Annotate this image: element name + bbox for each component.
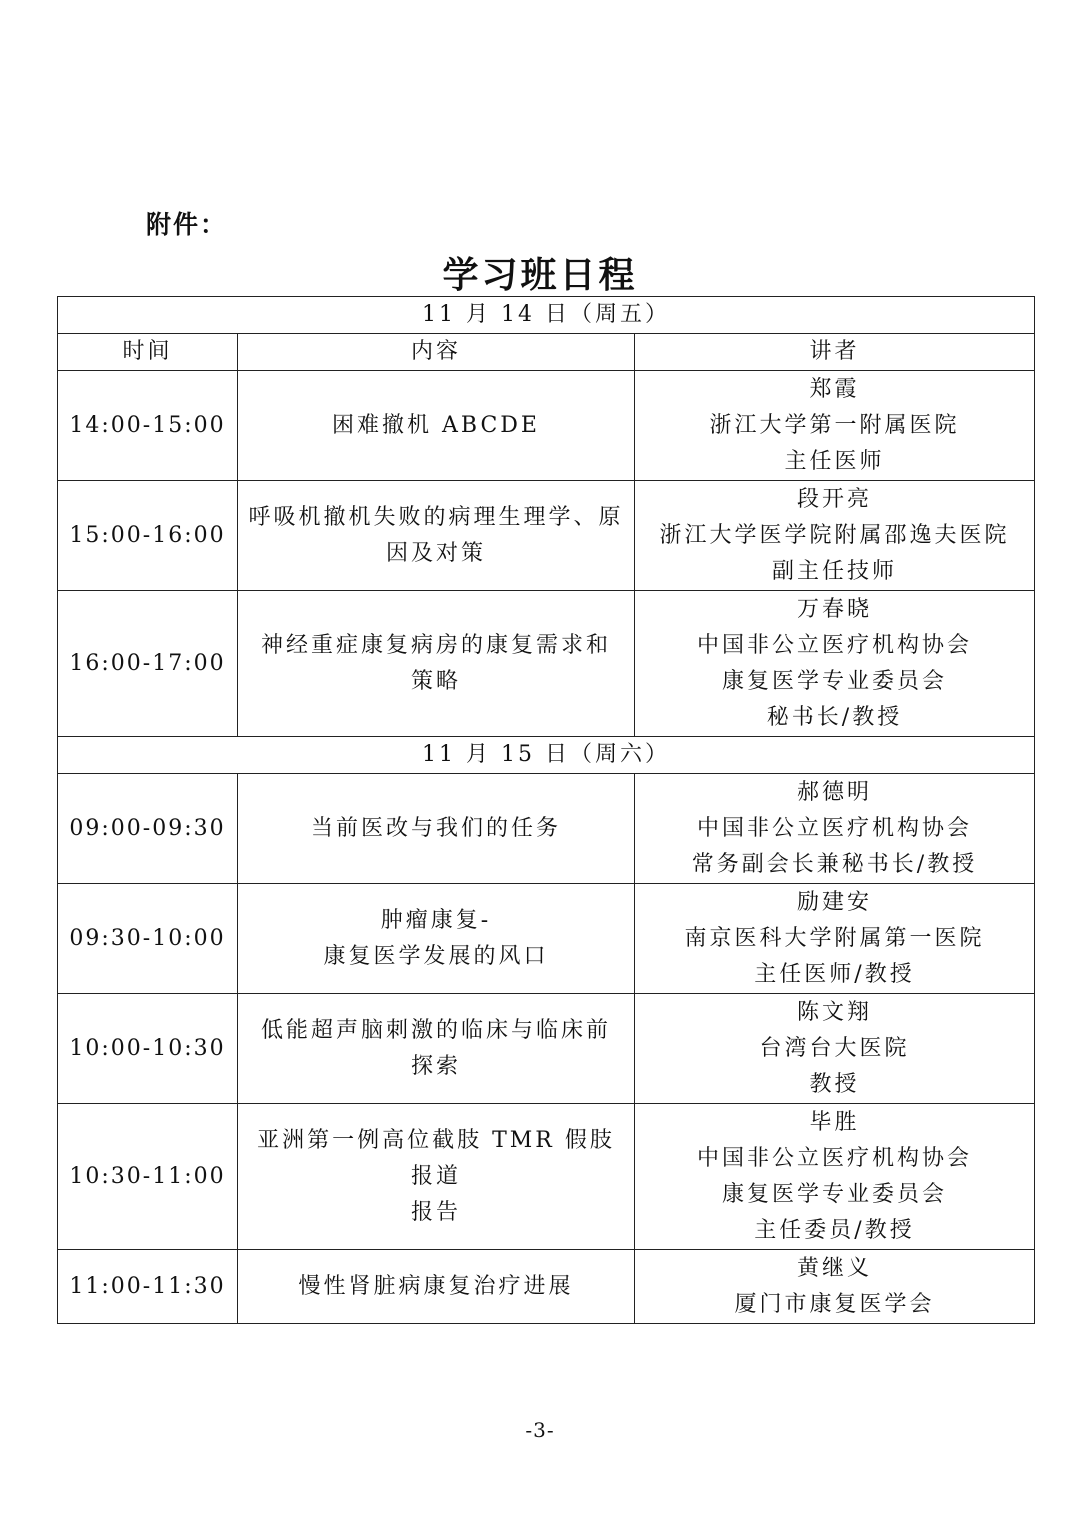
speaker-title: 常务副会长兼秘书长/教授 (691, 851, 978, 877)
session-topic (238, 1104, 635, 1250)
topic-line: 呼吸机撤机失败的病理生理学、原 (248, 504, 624, 530)
topic-line: 困难撤机 ABCDE (332, 412, 540, 438)
session-speaker (635, 481, 1035, 591)
session-time: 10:00-10:30 (58, 994, 238, 1104)
session-time: 16:00-17:00 (58, 591, 238, 737)
session-row (58, 1250, 1035, 1324)
speaker-name: 黄继义 (796, 1255, 872, 1281)
session-row (58, 481, 1035, 591)
topic-line: 探索 (410, 1053, 461, 1079)
session-time: 14:00-15:00 (58, 371, 238, 481)
day-row (58, 737, 1035, 774)
topic-line: 康复医学发展的风口 (323, 943, 549, 969)
session-time: 09:00-09:30 (58, 774, 238, 884)
schedule-table (57, 296, 1035, 1324)
speaker-affiliation: 南京医科大学附属第一医院 (684, 925, 985, 951)
column-header-content: 内容 (238, 334, 635, 371)
day-label: 11 月 14 日（周五） (58, 297, 1035, 334)
topic-line: 肿瘤康复- (380, 907, 492, 933)
session-speaker (635, 884, 1035, 994)
topic-line: 策略 (410, 668, 461, 694)
speaker-name: 万春晓 (796, 596, 872, 622)
speaker-name: 郑霞 (809, 376, 860, 402)
session-topic (238, 371, 635, 481)
speaker-name: 段开亮 (796, 486, 872, 512)
column-header-speaker: 讲者 (635, 334, 1035, 371)
session-topic (238, 481, 635, 591)
topic-line: 神经重症康复病房的康复需求和 (260, 632, 611, 658)
page-number: -3- (525, 1418, 555, 1442)
speaker-affiliation: 台湾台大医院 (759, 1035, 910, 1061)
speaker-affiliation: 中国非公立医疗机构协会 (696, 815, 972, 841)
speaker-affiliation: 浙江大学医学院附属邵逸夫医院 (659, 522, 1010, 548)
topic-line: 亚洲第一例高位截肢 TMR 假肢报道 (257, 1127, 615, 1189)
speaker-affiliation: 浙江大学第一附属医院 (709, 412, 960, 438)
session-speaker (635, 1104, 1035, 1250)
session-time: 10:30-11:00 (58, 1104, 238, 1250)
speaker-name: 毕胜 (809, 1109, 860, 1135)
session-row (58, 591, 1035, 737)
page-title: 学习班日程 (442, 255, 638, 296)
day-row (58, 297, 1035, 334)
topic-line: 因及对策 (385, 540, 486, 566)
session-time: 15:00-16:00 (58, 481, 238, 591)
speaker-title: 主任医师/教授 (754, 961, 915, 987)
speaker-affiliation: 康复医学专业委员会 (721, 1181, 947, 1207)
session-row (58, 371, 1035, 481)
session-row (58, 774, 1035, 884)
session-speaker (635, 1250, 1035, 1324)
session-speaker (635, 371, 1035, 481)
topic-line: 慢性肾脏病康复治疗进展 (298, 1273, 574, 1299)
session-topic (238, 884, 635, 994)
session-row (58, 994, 1035, 1104)
speaker-title: 秘书长/教授 (766, 704, 903, 730)
speaker-affiliation: 厦门市康复医学会 (734, 1291, 935, 1317)
speaker-name: 郝德明 (796, 779, 872, 805)
session-topic (238, 1250, 635, 1324)
speaker-affiliation: 中国非公立医疗机构协会 (696, 1145, 972, 1171)
column-header-time: 时间 (58, 334, 238, 371)
session-speaker (635, 994, 1035, 1104)
session-speaker (635, 774, 1035, 884)
topic-line: 当前医改与我们的任务 (310, 815, 561, 841)
topic-line: 低能超声脑刺激的临床与临床前 (260, 1017, 611, 1043)
session-topic (238, 591, 635, 737)
session-row (58, 884, 1035, 994)
session-speaker (635, 591, 1035, 737)
day-label: 11 月 15 日（周六） (58, 737, 1035, 774)
session-topic (238, 774, 635, 884)
header-row (58, 334, 1035, 371)
speaker-name: 陈文翔 (796, 999, 872, 1025)
topic-line: 报告 (410, 1199, 461, 1225)
speaker-affiliation: 中国非公立医疗机构协会 (696, 632, 972, 658)
speaker-title: 教授 (809, 1071, 860, 1097)
speaker-title: 副主任技师 (771, 558, 897, 584)
speaker-title: 主任医师 (784, 448, 885, 474)
speaker-affiliation: 康复医学专业委员会 (721, 668, 947, 694)
session-topic (238, 994, 635, 1104)
attachment-label: 附件： (146, 210, 228, 239)
speaker-title: 主任委员/教授 (754, 1217, 915, 1243)
session-row (58, 1104, 1035, 1250)
speaker-name: 励建安 (796, 889, 872, 915)
session-time: 11:00-11:30 (58, 1250, 238, 1324)
session-time: 09:30-10:00 (58, 884, 238, 994)
